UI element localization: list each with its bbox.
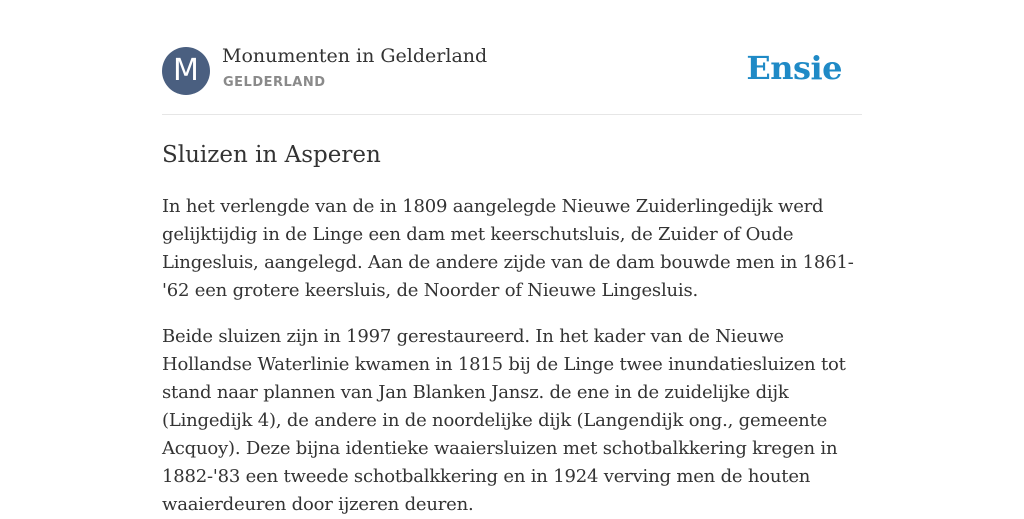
article-paragraph: In het verlengde van de in 1809 aangelegde Nieuwe Zuiderlingedijk werd gelijktijdig in de Linge een dam met keerschutsluis, de Zuider of Oude Lingesluis, aangelegd. Aan de andere zijde van de dam bouwde men in 1861-'62 een grotere keersluis, de Noorder of Nieuwe Lingesluis. [162,196,854,301]
site-subtitle[interactable]: GELDERLAND [223,75,326,90]
avatar[interactable]: M [162,47,210,95]
page-title: Sluizen in Asperen [162,142,381,168]
page-header [162,0,862,115]
brand-logo[interactable]: Ensie [746,49,842,87]
site-title[interactable]: Monumenten in Gelderland [222,45,488,67]
page-container [162,0,862,519]
article-paragraph: Beide sluizen zijn in 1997 gerestaureerd. In het kader van de Nieuwe Hollandse Waterlinie kwamen in 1815 bij de Linge twee inundatiesluizen tot stand naar plannen van Jan Blanken Jansz. de ene in de zuidelijke dijk (Lingedijk 4), de andere in de noordelijke dijk (Langendijk ong., gemeente Acquoy). Deze bijna identieke waaiersluizen met schotbalkkering kregen in 1882-'83 een tweede schotbalkkering en in 1924 verving men de houten waaierdeuren door ijzeren deuren. [162,326,846,515]
